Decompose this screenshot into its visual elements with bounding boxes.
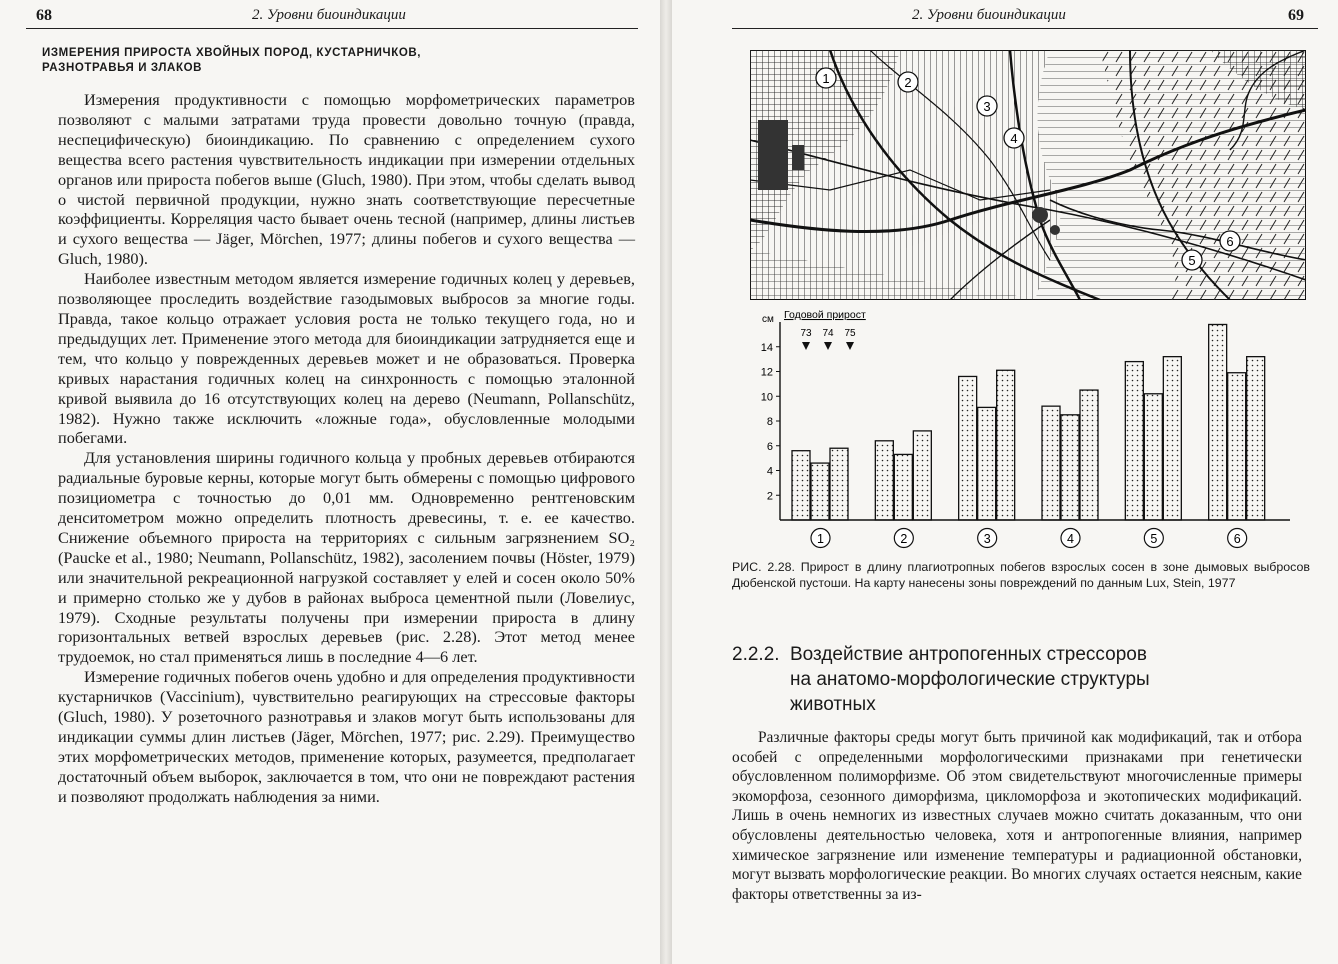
subsection-number: 2.2.2. [732,644,780,665]
page-number: 68 [36,7,52,24]
y-tick-label: 12 [760,366,773,379]
year-marker-label: 74 [822,328,834,339]
bar [913,431,931,520]
left-page [0,0,660,964]
paragraph: Для установления ширины годичного кольца у пробных деревьев отбираются радиальные буровые керны, которые могут быть обмерены с помощью цифрового позициометра с точностью до 0,01 мм. Одновременно рентгеновским денситометром можно определить плотность древесины, т. е. ее качество. Снижение объемного прироста на территориях с сильным загрязнением SO₂ (Paucke et al., 1980; Neumann, Pollanschütz, 1982), засолением почвы (Höster, 1979) или значительной рекреационной нагрузкой составляет у елей и сосен около 50% и примерно столько же у дубов в районах выброса цементной пыли (Ловелиус, 1979). Сходные результаты получены при измерении прироста в длину горизонтальных ветвей взрослых деревьев (рис. 2.28). Этот метод менее трудоемок, но стал применяться лишь в последние 4—6 лет. [58,448,635,667]
category-label: 3 [983,532,991,546]
bar [1228,373,1246,520]
running-head-title: 2. Уровни биоиндикации [252,7,406,23]
chart-title: Годовой прирост [784,309,866,321]
year-marker-arrow [802,342,810,350]
y-tick-label: 8 [766,416,773,428]
subsection-title-line: Воздействие антропогенных стрессоров [790,644,1147,665]
bar [1163,357,1181,520]
bar [997,370,1015,520]
bar [792,451,810,520]
running-head-title: 2. Уровни биоиндикации [912,7,1066,23]
y-tick-label: 10 [760,391,773,404]
subsection-title-line: животных [790,694,876,715]
right-page [672,0,1338,964]
paragraph: Различные факторы среды могут быть причиной как модификаций, так и отбора особей с определенными морфологическими признаками при генетически обусловленном полиморфизме. Об этом свидетельствуют многочисленные примеры экоморфоза, сезонного диморфизма, цикломорфоза и экотопических модификаций. Лишь в очень немногих из известных случаев можно считать доказанным, что они обусловлены деятельностью человека, хотя и антропогенные влияния, например химическое загрязнение или изменение температуры и радиационной обстановки, могут вызвать морфологические реакции. Во многих случаях остается неясным, какие факторы ответственны за из- [732,729,1302,903]
bar [1080,390,1098,520]
body-text [58,90,635,807]
bar [1209,324,1227,520]
svg-text:5: 5 [1188,253,1196,268]
year-marker-label: 75 [844,328,856,339]
bar [811,463,829,520]
bar [959,376,977,520]
year-marker-arrow [824,342,832,350]
y-tick-label: 14 [760,341,773,354]
bar [1061,415,1079,520]
category-label: 2 [900,532,908,546]
svg-text:1: 1 [822,71,830,86]
bar [894,454,912,520]
category-label: 1 [817,532,824,546]
svg-text:2: 2 [904,75,912,90]
shoot-growth-bar-chart [750,308,1310,554]
svg-text:6: 6 [1226,234,1234,249]
bar [978,407,996,520]
section-heading-line: ИЗМЕРЕНИЯ ПРИРОСТА ХВОЙНЫХ ПОРОД, КУСТАРНИЧКОВ, [42,47,422,59]
paragraph: Измерения продуктивности с помощью морфометрических параметров позволяют с малыми затратами труда провести довольно точную (правда, неспецифическую) биоиндикацию. По сравнению с определением сухого вещества всего растения чувствительность индикации при измерении отдельных органов или прироста побегов выше (Gluch, 1980). При этом, чтобы сделать вывод о чистой первичной продукции, нужно знать соответствующие пересчетные коэффициенты. Корреляция часто бывает очень тесной (например, длины листьев и сухого вещества — Jäger, Mörchen, 1977; длины побегов и сухого вещества — Gluch, 1980). [58,90,635,269]
year-marker-arrow [846,342,854,350]
map-zone-marker [1004,128,1024,148]
paragraph: Измерение годичных побегов очень удобно и для определения продуктивности кустарничков (Vaccinium), чувствительно реагирующих на стрессовые факторы (Gluch, 1980). У розеточного разнотравья и злаков могут быть использованы для индикации суммы длин листьев (Jäger, Mörchen, 1977; рис. 2.29). Преимущество этих морфометрических методов, применение которых, разумеется, предполагает достаточный объем выборок, заключается в том, что они не повреждают растения и позволяют продолжать наблюдения за ними. [58,667,635,806]
y-tick-label: 2 [766,490,773,503]
category-label: 6 [1233,532,1241,546]
category-label: 5 [1150,532,1158,546]
page-number: 69 [1288,7,1304,24]
subsection-title [790,642,1230,717]
section-heading [42,46,622,76]
paragraph: Наиболее известным методом является измерение годичных колец у деревьев, позволяющее проследить воздействие газодымовых выбросов за многие годы. Правда, такое кольцо отражает условия роста не только текущего года, но и предыдущих лет. Применение этого метода для биоиндикации затрудняется еще и тем, что кольцо у поврежденных деревьев может и не образоваться. Проверка кривых нарастания годичных колец на синхронность с помощью эталонной кривой выявила до 16 отсутствующих колец на дерево (Neumann, Pollanschütz, 1982). Нужно также исключить «ложные года», обусловленные молодыми побегами. [58,269,635,448]
bar [1247,357,1265,520]
caption-text: РИС. 2.28. Прирост в длину плагиотропных побегов взрослых сосен в зоне дымовых выбросов Дюбенской пустоши. На карту нанесены зоны повреждений по данным Lux, Stein, 1977 [732,560,1310,590]
y-axis-unit: см [762,314,774,325]
running-head [26,6,638,29]
svg-text:4: 4 [1010,131,1018,146]
map-zone-marker [816,68,836,88]
map-zone-marker [1220,231,1240,251]
bar [1125,362,1143,520]
bar [875,441,893,520]
section-heading-line: РАЗНОТРАВЬЯ И ЗЛАКОВ [42,62,203,74]
y-tick-label: 6 [766,440,773,453]
body-text [732,728,1302,904]
year-marker-label: 73 [800,328,812,339]
bar [1042,406,1060,520]
damage-zone-map [750,50,1306,300]
running-head [732,6,1318,29]
map-zone-marker [898,72,918,92]
subsection-title-line: на анатомо-морфологические структуры [790,669,1150,690]
category-label: 4 [1067,532,1074,546]
bar [1144,394,1162,520]
y-tick-label: 4 [766,465,773,478]
map-zone-marker [1182,250,1202,270]
svg-text:3: 3 [983,99,991,114]
map-zone-marker [977,96,997,116]
bar [830,448,848,520]
book-gutter [660,0,672,964]
figure-caption [732,560,1310,591]
